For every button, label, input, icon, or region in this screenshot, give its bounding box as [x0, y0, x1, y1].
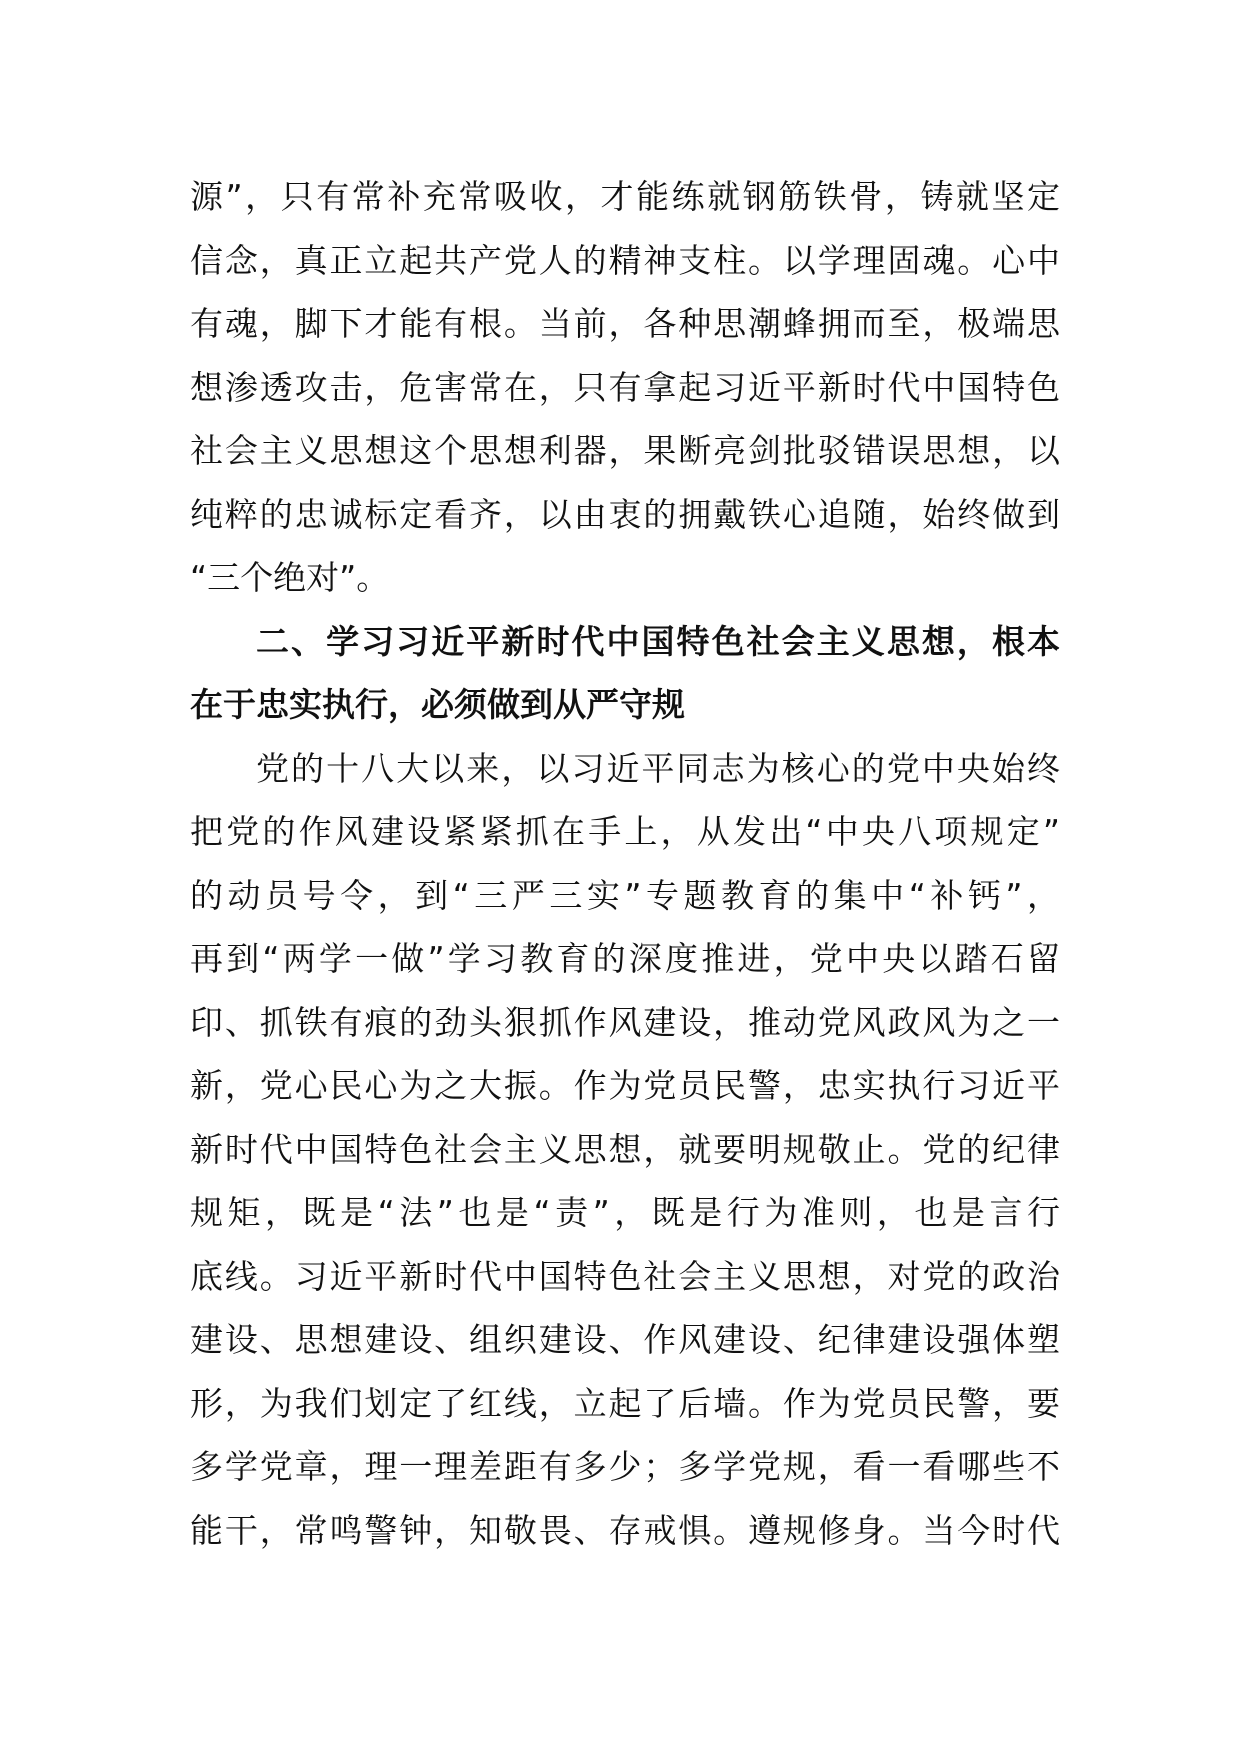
text-line: 党的十八大以来，以习近平同志为核心的党中央始终 [256, 748, 1060, 788]
text-line: 新时代中国特色社会主义思想，就要明规敬止。党的纪律 [190, 1129, 1060, 1169]
text-line: 信念，真正立起共产党人的精神支柱。以学理固魂。心中 [190, 240, 1060, 280]
text-line: 的动员号令，到“三严三实”专题教育的集中“补钙”， [190, 875, 1060, 915]
text-line: 底线。习近平新时代中国特色社会主义思想，对党的政治 [190, 1256, 1060, 1296]
text-line: 把党的作风建设紧紧抓在手上，从发出“中央八项规定” [190, 812, 1060, 851]
paragraph-continued [190, 165, 1060, 610]
text-line: 印、抓铁有痕的劲头狠抓作风建设，推动党风政风为之一 [190, 1002, 1060, 1042]
heading-line: 二、学习习近平新时代中国特色社会主义思想，根本 [256, 621, 1060, 661]
text-line: 新，党心民心为之大振。作为党员民警，忠实执行习近平 [190, 1066, 1060, 1105]
paragraph [190, 737, 1060, 1563]
text-line: 有魂，脚下才能有根。当前，各种思潮蜂拥而至，极端思 [190, 304, 1060, 343]
text-line: 能干，常鸣警钟，知敬畏、存戒惧。遵规修身。当今时代 [190, 1510, 1060, 1550]
text-line: 想渗透攻击，危害常在，只有拿起习近平新时代中国特色 [190, 367, 1060, 407]
text-line: 纯粹的忠诚标定看齐，以由衷的拥戴铁心追随，始终做到 [190, 494, 1060, 534]
text-line: 多学党章，理一理差距有多少；多学党规，看一看哪些不 [190, 1447, 1060, 1486]
section-heading [190, 610, 1060, 737]
text-line: “三个绝对”。 [190, 558, 390, 597]
document-body [190, 165, 1060, 1562]
text-line: 社会主义思想这个思想利器，果断亮剑批驳错误思想，以 [190, 431, 1060, 470]
text-line: 建设、思想建设、组织建设、作风建设、纪律建设强体塑 [190, 1320, 1060, 1359]
text-line: 源”，只有常补充常吸收，才能练就钢筋铁骨，铸就坚定 [190, 177, 1060, 216]
heading-line: 在于忠实执行，必须做到从严守规 [190, 685, 685, 724]
text-line: 再到“两学一做”学习教育的深度推进，党中央以踏石留 [190, 939, 1060, 978]
text-line: 规矩，既是“法”也是“责”，既是行为准则，也是言行 [190, 1193, 1060, 1232]
text-line: 形，为我们划定了红线，立起了后墙。作为党员民警，要 [190, 1383, 1060, 1423]
